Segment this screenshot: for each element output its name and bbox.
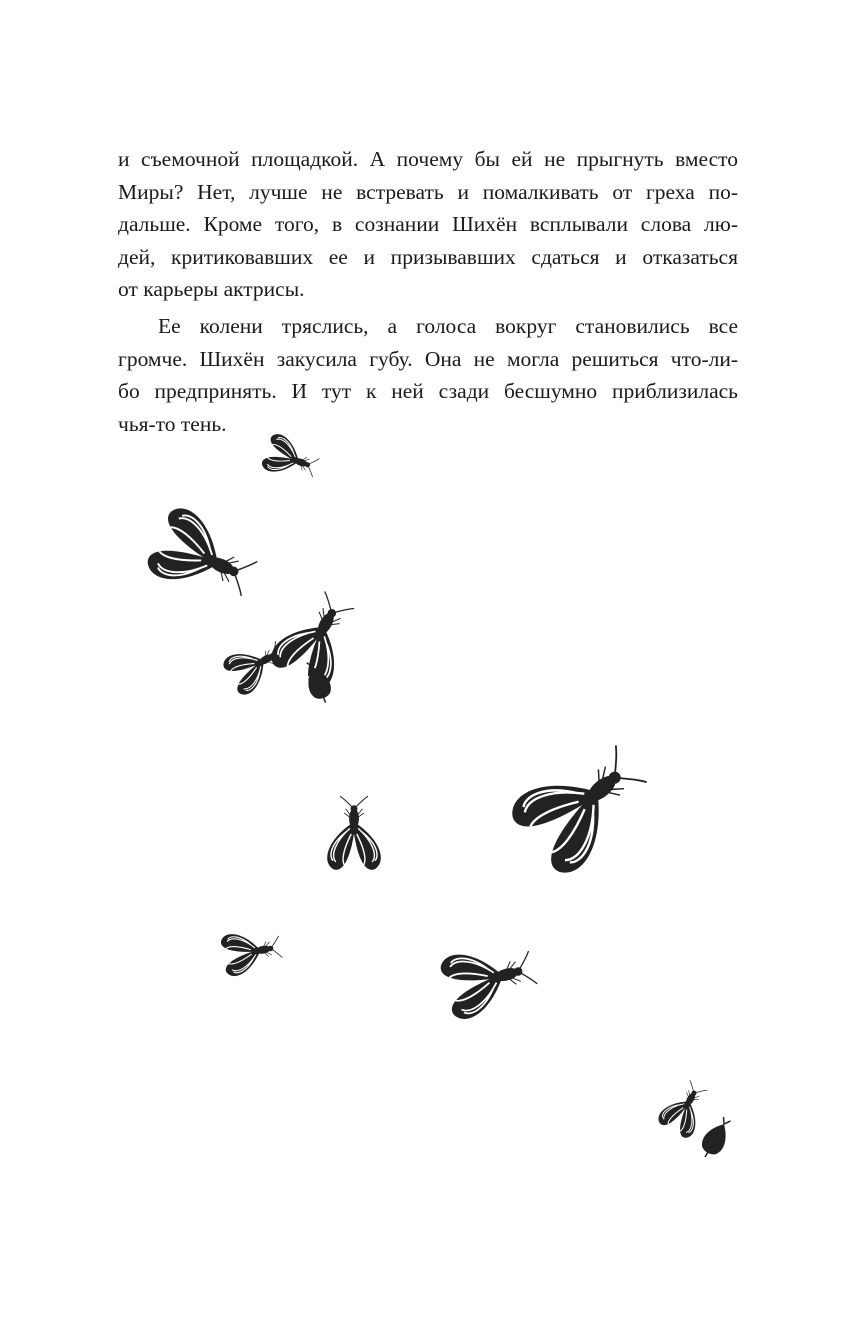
text-line: от карьеры актрисы. bbox=[118, 277, 305, 302]
moth-icon bbox=[656, 1076, 715, 1141]
text-line: чья-то тень. bbox=[118, 411, 227, 436]
text-line: дальше. Кроме того, в сознании Шихён всплывали слова лю- bbox=[118, 212, 738, 237]
text-line: громче. Шихён закусила губу. Она не могла решиться что-ли- bbox=[118, 346, 738, 371]
moths-illustration bbox=[0, 400, 856, 1260]
text-line: Миры? Нет, лучше не встревать и помалкивать от греха по- bbox=[118, 179, 738, 204]
bud-icon bbox=[696, 1114, 737, 1163]
text-line: дей, критиковавших ее и призывавших сдаться и отказаться bbox=[118, 244, 738, 269]
moth-icon bbox=[260, 432, 323, 486]
moth-icon bbox=[505, 729, 661, 881]
paragraph-1 bbox=[118, 143, 738, 306]
text-line: Ее колени тряслись, а голоса вокруг становились все bbox=[158, 313, 738, 338]
moth-icon bbox=[143, 503, 264, 611]
moth-icon bbox=[327, 796, 381, 870]
text-line: и съемочной площадкой. А почему бы ей не прыгнуть вместо bbox=[118, 147, 738, 171]
body-text bbox=[118, 143, 738, 440]
text-line: бо предпринять. И тут к ней сзади бесшумно приблизилась bbox=[118, 379, 738, 404]
moth-icon bbox=[220, 926, 284, 978]
moth-icon bbox=[438, 936, 541, 1022]
